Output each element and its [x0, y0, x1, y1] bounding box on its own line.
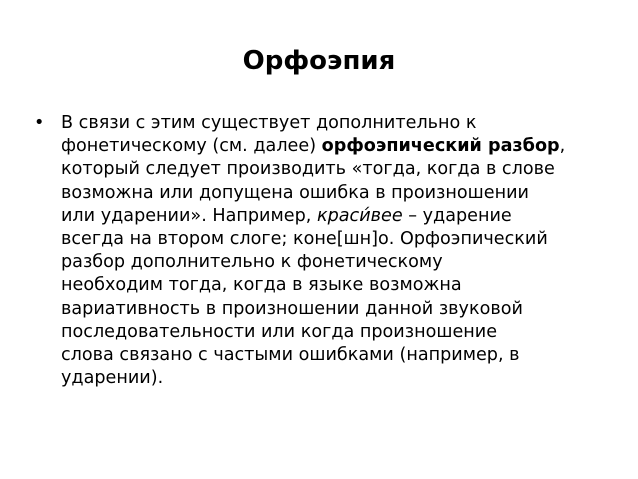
- text-segment: возможна или допущена ошибка в произношении: [61, 182, 529, 203]
- bullet-text: [61, 112, 608, 390]
- text-line: [61, 228, 608, 251]
- text-segment: – ударение: [402, 205, 512, 226]
- text-line: [61, 135, 608, 158]
- text-segment: который следует производить «тогда, когда в слове: [61, 159, 555, 180]
- text-segment: необходим тогда, когда в языке возможна: [61, 275, 462, 296]
- text-line: [61, 251, 608, 274]
- text-segment: ударении).: [61, 368, 164, 389]
- text-line: [61, 274, 608, 297]
- example-word: краси́вее: [316, 205, 403, 226]
- text-line: [61, 344, 608, 367]
- text-line: [61, 367, 608, 390]
- text-segment: последовательности или когда произношение: [61, 321, 498, 342]
- text-line: [61, 205, 608, 228]
- text-segment: В связи с этим существует дополнительно к: [61, 113, 477, 133]
- term-orthoepic-analysis: орфоэпический разбор: [321, 136, 560, 157]
- text-segment: разбор дополнительно к фонетическому: [61, 252, 443, 273]
- text-segment: всегда на втором слоге; коне[шн]о. Орфоэпический: [61, 229, 548, 250]
- text-line: [61, 112, 608, 135]
- text-line: [61, 321, 608, 344]
- text-segment: вариативность в произношении данной звуковой: [61, 298, 523, 319]
- text-segment: слова связано с частыми ошибками (например, в: [61, 345, 520, 366]
- bullet-item: [34, 112, 608, 390]
- text-line: [61, 182, 608, 205]
- slide-content: [34, 112, 608, 390]
- slide-title: Орфоэпия: [242, 46, 396, 76]
- text-line: [61, 298, 608, 321]
- text-segment: или ударении». Например,: [61, 205, 317, 226]
- text-segment: ,: [559, 136, 566, 157]
- text-line: [61, 158, 608, 181]
- bullet-dot-icon: •: [34, 113, 45, 133]
- text-segment: фонетическому (см. далее): [61, 136, 322, 157]
